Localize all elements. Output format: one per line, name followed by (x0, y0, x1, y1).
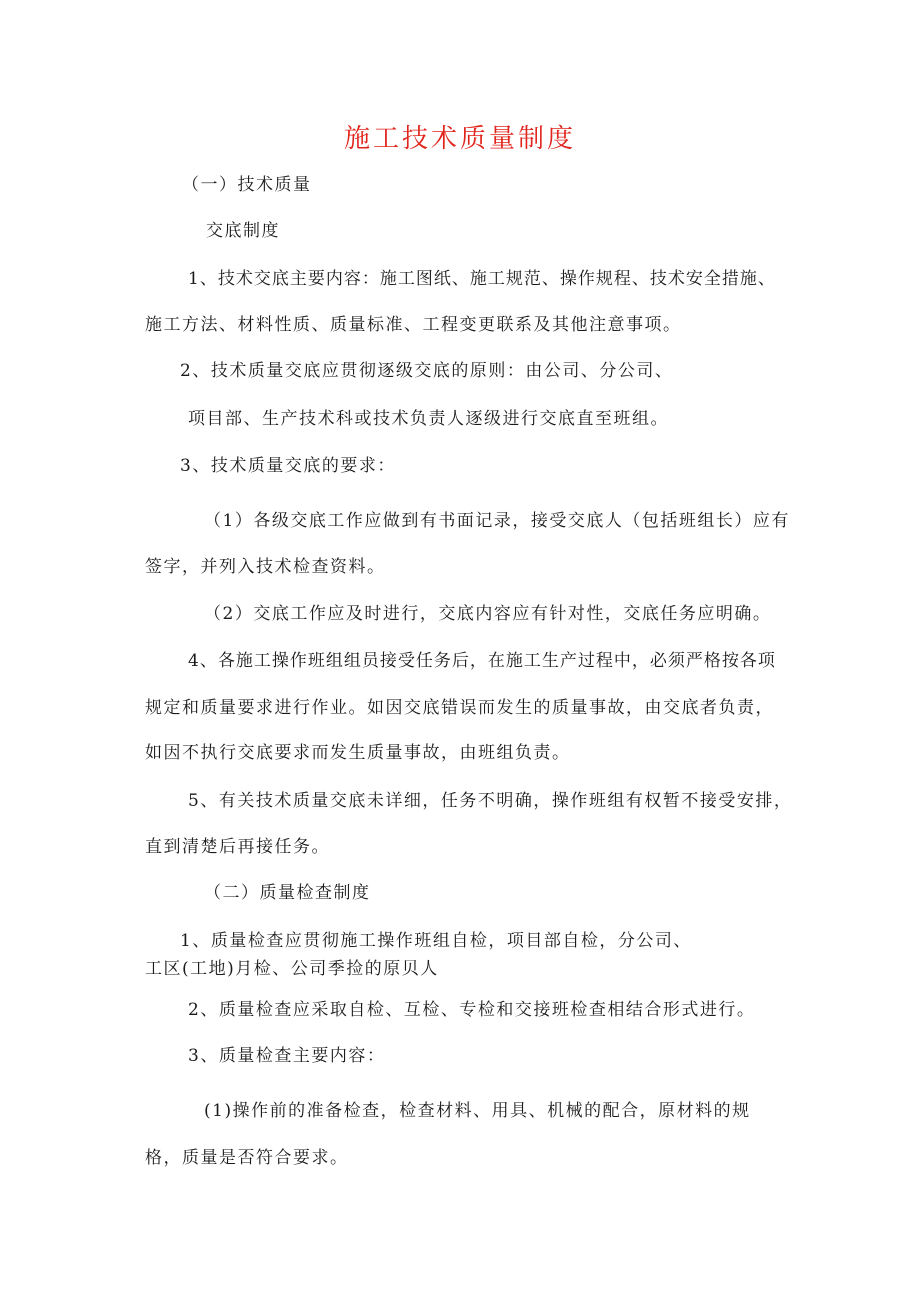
paragraph-line: 2、质量检查应采取自检、互检、专检和交接班检查相结合形式进行。 (188, 1000, 756, 1020)
section-heading-technical-quality: （一）技术质量 (182, 175, 312, 195)
paragraph-line: 项目部、生产技术科或技术负责人逐级进行交底直至班组。 (188, 409, 669, 429)
paragraph-line: 规定和质量要求进行作业。如因交底错误而发生的质量事故，由交底者负责， (145, 698, 774, 718)
paragraph-line: 4、各施工操作班组组员接受任务后，在施工生产过程中，必须严格按各项 (188, 651, 776, 671)
paragraph-line: (1)操作前的准备检查，检查材料、用具、机械的配合，原材料的规 (204, 1101, 751, 1121)
paragraph-line: 1、质量检查应贯彻施工操作班组自检，项目部自检，分公司、 (180, 931, 692, 951)
paragraph-line: 格，质量是否符合要求。 (145, 1148, 349, 1168)
paragraph-line: 如因不执行交底要求而发生质量事故，由班组负责。 (145, 743, 571, 763)
subsection-heading-briefing-system: 交底制度 (206, 221, 280, 241)
paragraph-line: 3、技术质量交底的要求： (180, 456, 396, 476)
paragraph-line: 施工方法、材料性质、质量标准、工程变更联系及其他注意事项。 (145, 315, 682, 335)
paragraph-line: 3、质量检查主要内容： (188, 1046, 386, 1066)
paragraph-line: 5、有关技术质量交底未详细，任务不明确，操作班组有权暂不接受安排， (188, 791, 793, 811)
paragraph-line: 工区(工地)月检、公司季捡的原贝人 (145, 959, 439, 979)
paragraph-line: 1、技术交底主要内容：施工图纸、施工规范、操作规程、技术安全措施、 (188, 269, 776, 289)
paragraph-line: 签字，并列入技术检查资料。 (145, 557, 386, 577)
section-heading-quality-inspection: （二）质量检查制度 (204, 883, 371, 903)
paragraph-line: 2、技术质量交底应贯彻逐级交底的原则：由公司、分公司、 (180, 361, 674, 381)
paragraph-line: （1）各级交底工作应做到有书面记录，接受交底人（包括班组长）应有 (204, 511, 790, 531)
paragraph-line: （2）交底工作应及时进行，交底内容应有针对性，交底任务应明确。 (204, 604, 772, 624)
paragraph-line: 直到清楚后再接任务。 (145, 837, 330, 857)
document-title: 施工技术质量制度 (343, 124, 576, 154)
